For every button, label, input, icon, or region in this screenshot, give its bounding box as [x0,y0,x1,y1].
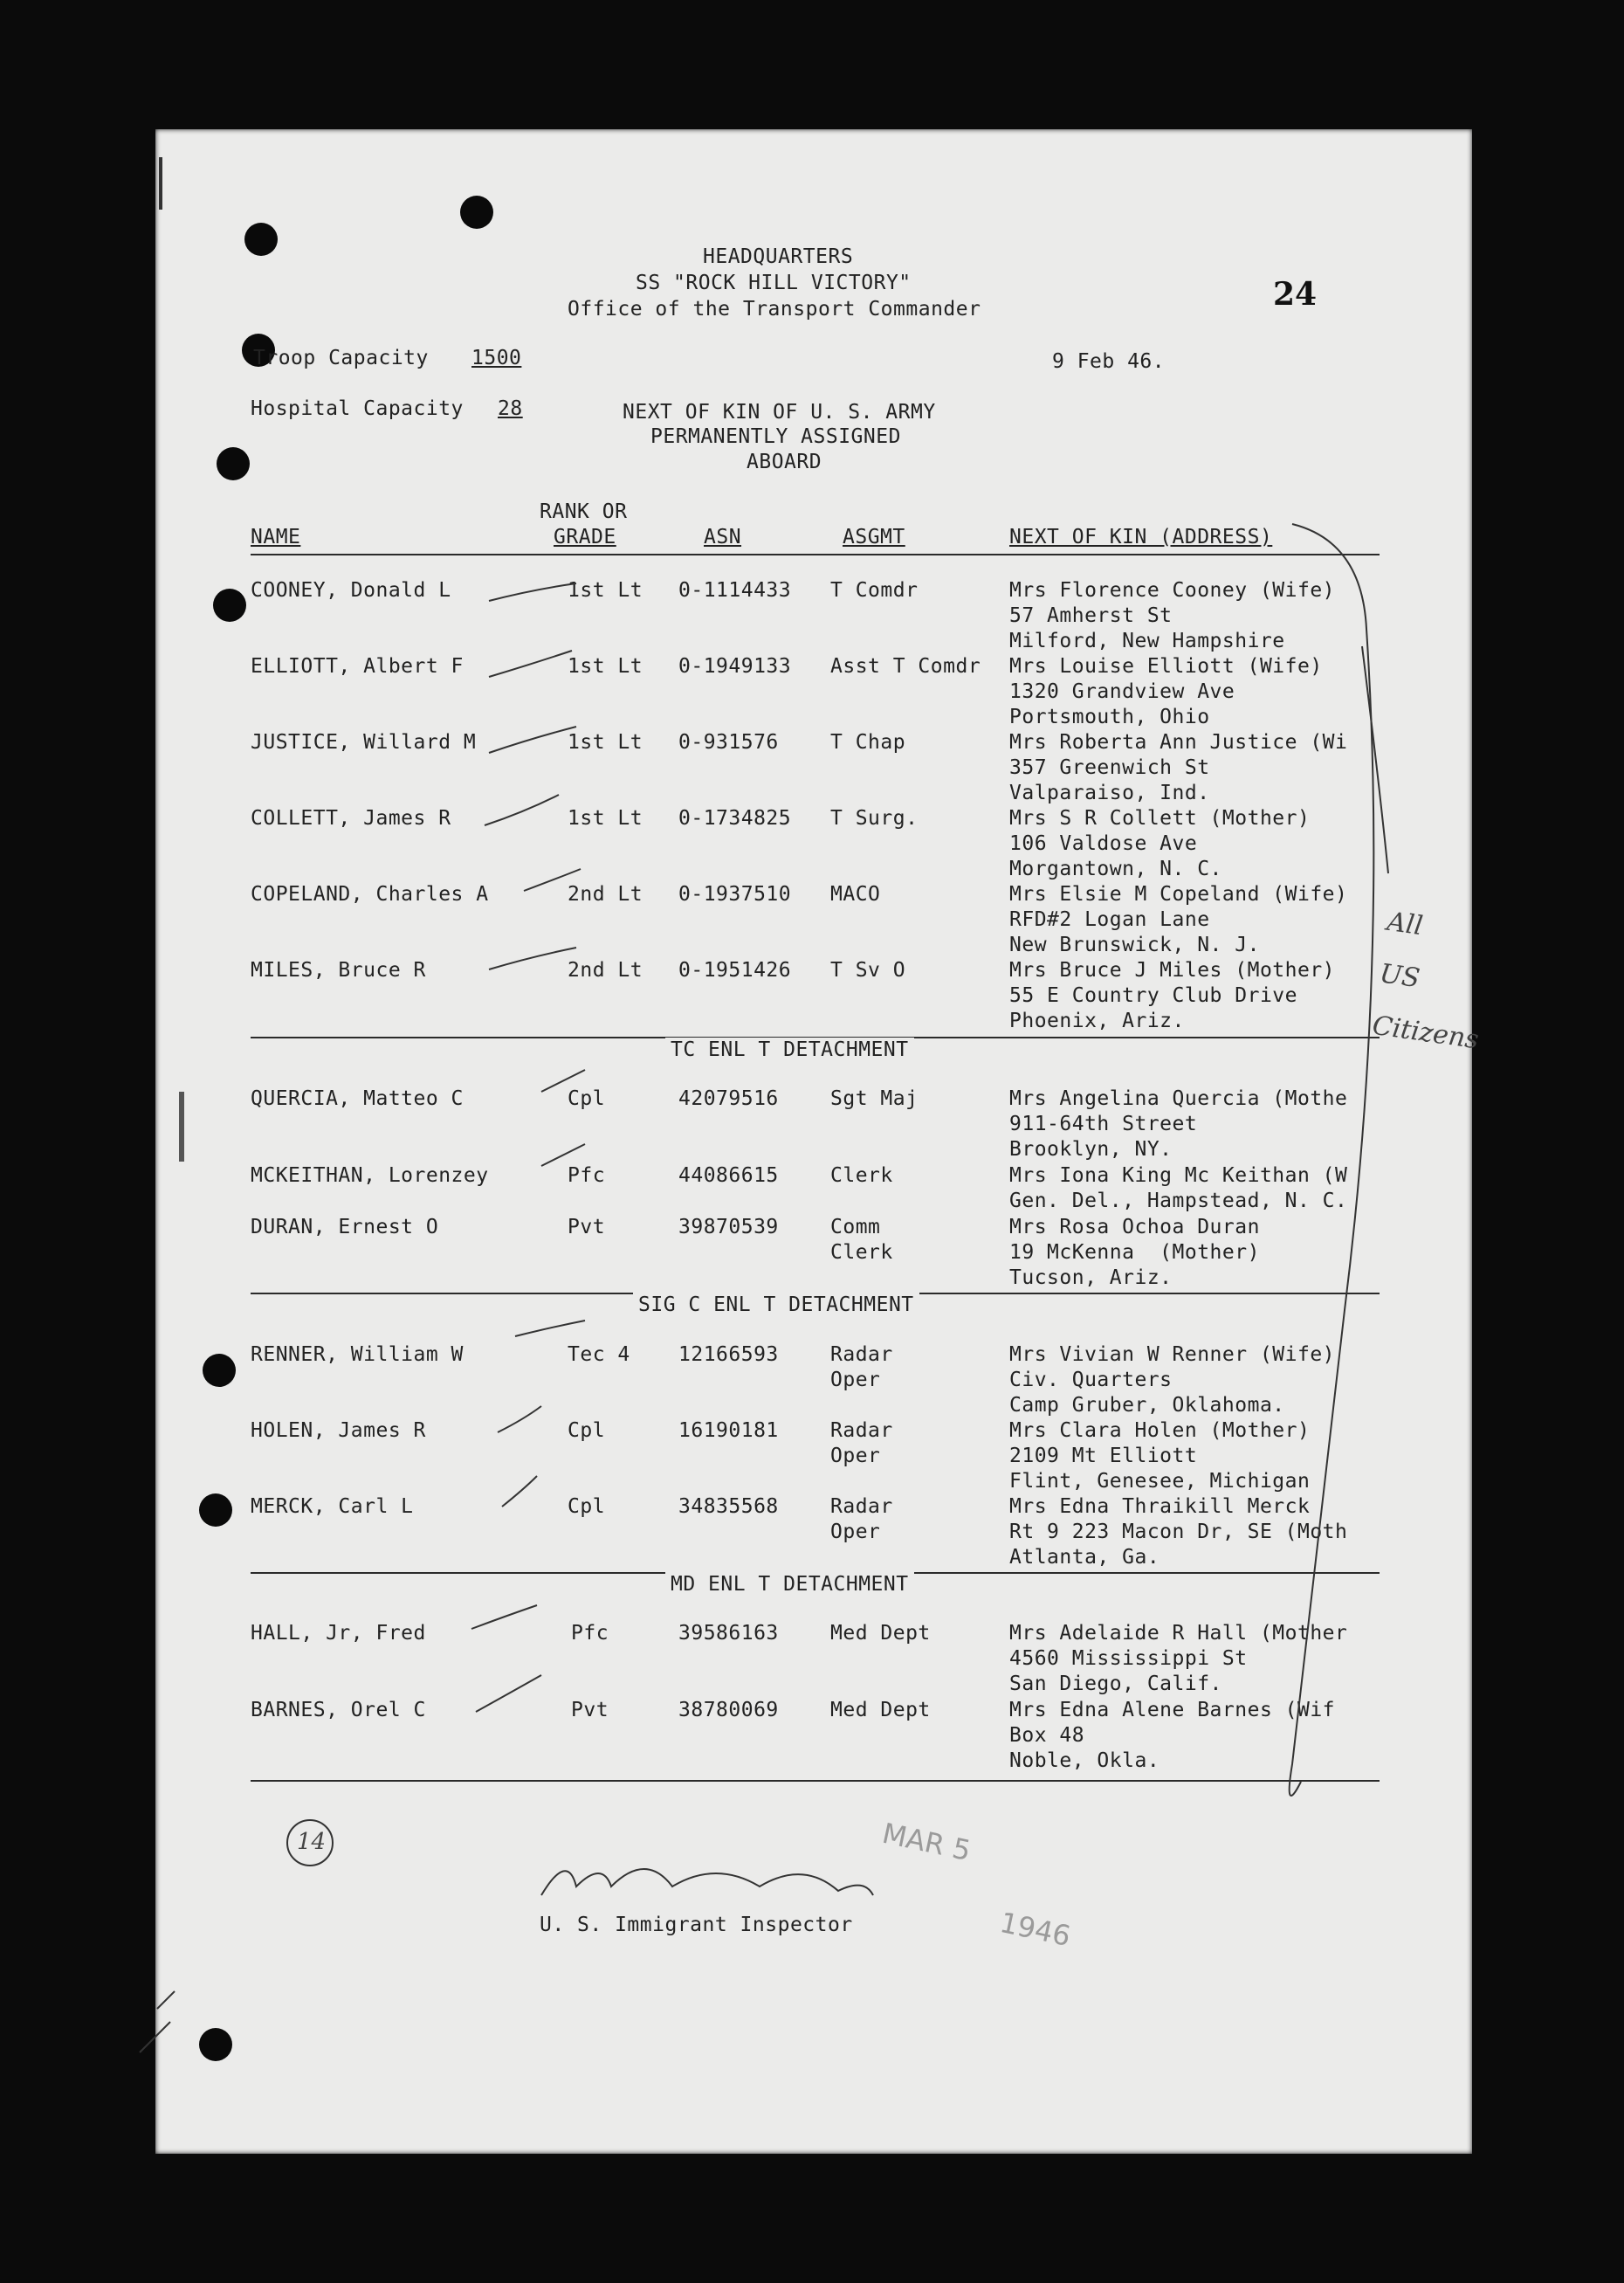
row-name: MILES, Bruce R [251,959,426,982]
row-asn: 12166593 [678,1343,779,1366]
row-asn: 16190181 [678,1419,779,1442]
troop-capacity-label: Troop Capacity [253,347,429,369]
row-name: HALL, Jr, Fred [251,1622,426,1645]
row-rank: 1st Lt [568,579,643,602]
row-name: BARNES, Orel C [251,1699,426,1721]
row-next-of-kin: Mrs S R Collett (Mother) 106 Valdose Ave Morgantown, N. C. [1009,807,1311,880]
troop-capacity-value: 1500 [471,347,522,369]
margin-note: All US Citizens [1370,906,1481,1056]
section-title-md: MD ENL T DETACHMENT [665,1572,914,1597]
row-next-of-kin: Mrs Elsie M Copeland (Wife) RFD#2 Logan Lane New Brunswick, N. J. [1009,883,1348,956]
row-name: DURAN, Ernest O [251,1216,439,1238]
row-rank: Pvt [571,1699,609,1721]
row-next-of-kin: Mrs Rosa Ochoa Duran 19 McKenna (Mother) Tucson, Ariz. [1009,1216,1260,1289]
header-line-2: SS "ROCK HILL VICTORY" [636,272,912,294]
row-asgmt: Sgt Maj [830,1087,919,1110]
row-name: COPELAND, Charles A [251,883,489,906]
row-asgmt: Med Dept [830,1699,931,1721]
row-next-of-kin: Mrs Iona King Mc Keithan (W Gen. Del., Hampstead, N. C. [1009,1164,1348,1212]
row-rank: Cpl [568,1495,606,1518]
header-line-1: HEADQUARTERS [703,245,854,268]
section-title-sig: SIG C ENL T DETACHMENT [633,1293,919,1318]
page-number: 24 [1273,276,1318,313]
row-asn: 0-1937510 [678,883,792,906]
row-asn: 0-1114433 [678,579,792,602]
row-asgmt: Radar Oper [830,1419,893,1467]
col-header-rank-bottom: GRADE [554,526,616,548]
row-next-of-kin: Mrs Clara Holen (Mother) 2109 Mt Elliott Flint, Genesee, Michigan [1009,1419,1311,1493]
row-name: QUERCIA, Matteo C [251,1087,464,1110]
row-next-of-kin: Mrs Adelaide R Hall (Mother 4560 Mississippi St San Diego, Calif. [1009,1622,1348,1695]
title-line-3: ABOARD [747,451,822,473]
title-line-2: PERMANENTLY ASSIGNED [650,425,901,448]
row-asn: 39586163 [678,1622,779,1645]
row-asgmt: T Surg. [830,807,919,830]
row-asgmt: Radar Oper [830,1495,893,1543]
row-name: MCKEITHAN, Lorenzey [251,1164,489,1187]
row-next-of-kin: Mrs Vivian W Renner (Wife) Civ. Quarters Camp Gruber, Oklahoma. [1009,1343,1336,1417]
row-rank: Pfc [571,1622,609,1645]
hospital-capacity-label: Hospital Capacity [251,397,464,420]
row-next-of-kin: Mrs Edna Alene Barnes (Wif Box 48 Noble, Okla. [1009,1699,1336,1772]
row-asn: 0-931576 [678,731,779,754]
row-rank: Cpl [568,1419,606,1442]
row-name: MERCK, Carl L [251,1495,414,1518]
row-asn: 0-1951426 [678,959,792,982]
col-header-rank-top: RANK OR [540,500,628,523]
row-asgmt: T Sv O [830,959,906,982]
row-asgmt: Med Dept [830,1622,931,1645]
document-date: 9 Feb 46. [1052,350,1166,373]
circled-number: 14 [297,1829,327,1855]
col-header-name: NAME [251,526,301,548]
row-rank: 2nd Lt [568,883,643,906]
row-name: COONEY, Donald L [251,579,451,602]
row-asn: 39870539 [678,1216,779,1238]
row-rank: Pvt [568,1216,606,1238]
hospital-capacity-value: 28 [498,397,523,420]
row-name: COLLETT, James R [251,807,451,830]
row-rank: 1st Lt [568,807,643,830]
inspector-title: U. S. Immigrant Inspector [540,1914,853,1936]
title-line-1: NEXT OF KIN OF U. S. ARMY [623,401,936,424]
col-header-asn: ASN [704,526,742,548]
row-rank: 2nd Lt [568,959,643,982]
received-stamp-date: MAR 5 [879,1816,974,1868]
received-stamp-year: 1946 [996,1905,1074,1954]
row-rank: 1st Lt [568,731,643,754]
row-name: RENNER, William W [251,1343,464,1366]
row-asn: 42079516 [678,1087,779,1110]
row-asgmt: Clerk [830,1164,893,1187]
edge-mark [179,1092,184,1162]
col-header-asgmt: ASGMT [843,526,905,548]
row-next-of-kin: Mrs Bruce J Miles (Mother) 55 E Country Club Drive Phoenix, Ariz. [1009,959,1336,1032]
header-line-3: Office of the Transport Commander [568,298,981,321]
row-next-of-kin: Mrs Florence Cooney (Wife) 57 Amherst St Milford, New Hampshire [1009,579,1336,652]
row-rank: Tec 4 [568,1343,630,1366]
row-asn: 0-1949133 [678,655,792,678]
row-asn: 34835568 [678,1495,779,1518]
row-asgmt: MACO [830,883,881,906]
row-asn: 0-1734825 [678,807,792,830]
row-next-of-kin: Mrs Edna Thraikill Merck Rt 9 223 Macon Dr, SE (Moth Atlanta, Ga. [1009,1495,1348,1569]
row-asgmt: Comm Clerk [830,1216,893,1264]
row-asgmt: Asst T Comdr [830,655,981,678]
row-asn: 44086615 [678,1164,779,1187]
row-asn: 38780069 [678,1699,779,1721]
row-next-of-kin: Mrs Louise Elliott (Wife) 1320 Grandview Ave Portsmouth, Ohio [1009,655,1323,728]
row-name: HOLEN, James R [251,1419,426,1442]
col-header-nok: NEXT OF KIN (ADDRESS) [1009,526,1273,548]
row-rank: Pfc [568,1164,606,1187]
row-name: ELLIOTT, Albert F [251,655,464,678]
row-asgmt: Radar Oper [830,1343,893,1391]
row-name: JUSTICE, Willard M [251,731,477,754]
row-rank: Cpl [568,1087,606,1110]
row-next-of-kin: Mrs Angelina Quercia (Mothe 911-64th Street Brooklyn, NY. [1009,1087,1348,1161]
row-rank: 1st Lt [568,655,643,678]
row-asgmt: T Comdr [830,579,919,602]
row-asgmt: T Chap [830,731,906,754]
section-title-tc: TC ENL T DETACHMENT [665,1038,914,1063]
row-next-of-kin: Mrs Roberta Ann Justice (Wi 357 Greenwich St Valparaiso, Ind. [1009,731,1348,804]
edge-mark [159,157,162,210]
